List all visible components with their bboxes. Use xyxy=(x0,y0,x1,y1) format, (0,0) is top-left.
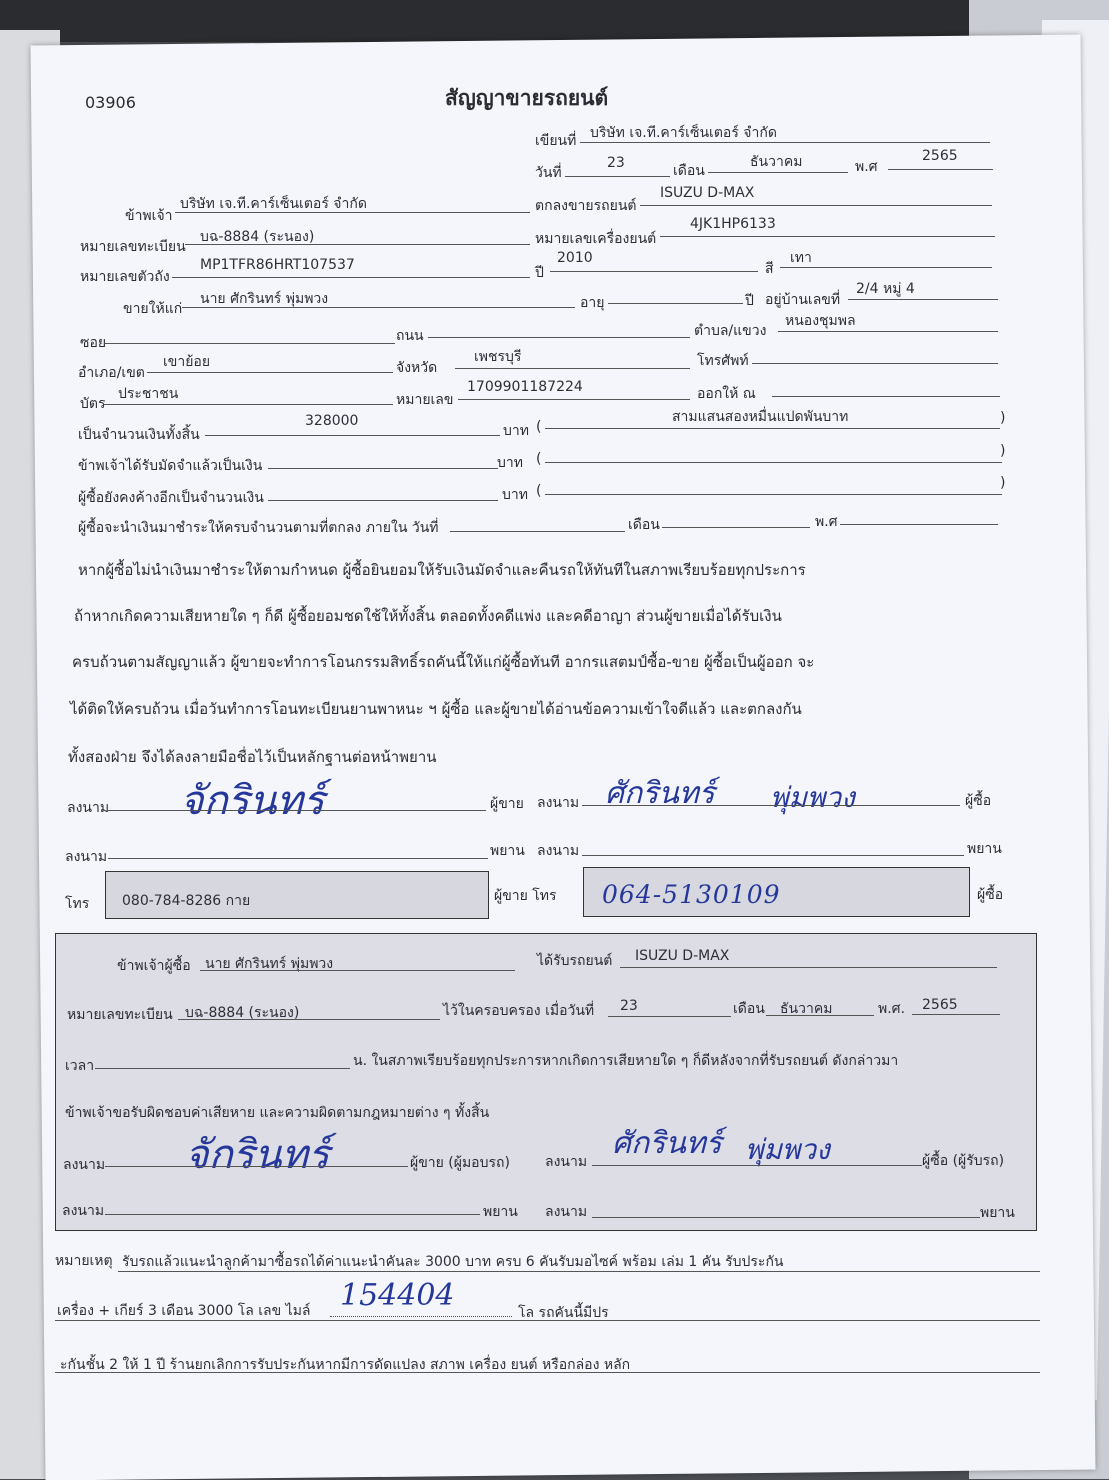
province-value: เพชรบุรี xyxy=(474,349,522,365)
receipt-day-line xyxy=(608,1016,731,1017)
receipt-witness-2-label: พยาน xyxy=(980,1205,1015,1221)
total-paren-open: ( xyxy=(536,419,542,435)
remarks-line-3-rule xyxy=(55,1372,1040,1373)
witness-1-line xyxy=(108,858,488,859)
receipt-month-line xyxy=(766,1015,874,1016)
receipt-year-line xyxy=(912,1014,1000,1015)
receipt-sign-label-seller: ลงนาม xyxy=(63,1157,106,1173)
chassis-no: MP1TFR86HRT107537 xyxy=(200,257,355,273)
remarks-line-1: รับรถแล้วแนะนำลูกค้ามาซื้อรถได้ค่าแนะนำคันละ 3000 บาท ครบ 6 คันรับมอไซค์ พร้อม เล่ม 1 คัน รับประกัน xyxy=(122,1254,784,1270)
written-at-value: บริษัท เจ.ที.คาร์เซ็นเตอร์ จำกัด xyxy=(590,125,777,141)
age-line xyxy=(608,303,743,304)
terms-line-4: ได้ติดให้ครบถ้วน เมื่อวันทำการโอนทะเบียนยานพาหนะ ฯ ผู้ซื้อ และผู้ขายได้อ่านข้อความเข้าใจดีแล้ว และตกลงกัน xyxy=(70,700,802,718)
seller-phone-suffix: ผู้ขาย โทร xyxy=(494,888,557,904)
subdistrict-line xyxy=(778,331,998,332)
receipt-reg-no-label: หมายเลขทะเบียน xyxy=(67,1007,173,1023)
buyer-name-line xyxy=(182,307,575,308)
phone-label: โทรศัพท์ xyxy=(697,353,749,369)
seller-name-line xyxy=(175,212,530,213)
remaining-paren-close: ) xyxy=(1000,475,1006,491)
total-baht: บาท xyxy=(503,423,529,439)
road-label: ถนน xyxy=(396,328,424,344)
receipt-witness-1-label: พยาน xyxy=(483,1204,518,1220)
buyer-signature-first: ศักรินทร์ xyxy=(605,776,715,811)
issued-by-line xyxy=(772,396,1000,397)
seller-deliver-label: ผู้ขาย (ผู้มอบรถ) xyxy=(410,1155,510,1171)
soi-line xyxy=(105,343,395,344)
date-year: 2565 xyxy=(922,148,958,164)
deposit-baht: บาท xyxy=(497,455,523,471)
phone-label-seller: โทร xyxy=(65,896,90,912)
mileage-dotted-line xyxy=(330,1316,512,1317)
age-unit: ปี xyxy=(745,293,754,309)
color-label: สี xyxy=(765,261,774,277)
due-month-line xyxy=(662,527,810,528)
receipt-witness-2-line xyxy=(592,1217,980,1218)
remaining-line xyxy=(268,500,498,501)
subdistrict-value: หนองชุมพล xyxy=(785,313,856,329)
deposit-paren-close: ) xyxy=(1000,443,1006,459)
receipt-year-label: พ.ศ. xyxy=(878,1001,906,1017)
terms-line-2: ถ้าหากเกิดความเสียหายใด ๆ ก็ดี ผู้ซื้อยอมชดใช้ให้ทั้งสิ้น ตลอดทั้งคดีแพ่ง และคดีอาญา ส่วนผู้ขายเมื่อได้รับเงิน xyxy=(74,607,782,625)
seller-sign-line xyxy=(108,810,486,811)
remarks-line-3: ะกันชั้น 2 ให้ 1 ปี ร้านยกเลิกการรับประกันหากมีการดัดแปลง สภาพ เครื่อง ยนต์ หรือกล่อง หลัก xyxy=(60,1357,631,1373)
buyer-phone: 064-5130109 xyxy=(602,880,781,909)
reg-no: บฉ-8884 (ระนอง) xyxy=(200,229,315,245)
date-day-line xyxy=(565,176,670,177)
district-value: เขาย้อย xyxy=(163,354,211,370)
receipt-time-label: เวลา xyxy=(65,1058,95,1074)
receipt-sign-label-witness-1: ลงนาม xyxy=(62,1203,105,1219)
written-at-line xyxy=(580,142,990,143)
deposit-words-line xyxy=(545,462,1002,463)
receipt-liability-text: ข้าพเจ้าขอรับผิดชอบค่าเสียหาย และความผิดตามกฎหมายต่าง ๆ ทั้งสิ้น xyxy=(65,1105,490,1121)
color-value: เทา xyxy=(790,250,812,266)
sign-label-witness-1: ลงนาม xyxy=(65,849,108,865)
card-label: บัตร xyxy=(80,396,106,412)
date-month-line xyxy=(708,172,848,173)
remarks-line-2-rule xyxy=(55,1320,1040,1321)
age-label: อายุ xyxy=(580,295,605,311)
receipt-buyer-name-line xyxy=(200,970,515,971)
card-no-label: หมายเลข xyxy=(396,392,454,408)
engine-no-line xyxy=(660,236,995,237)
address-label: อยู่บ้านเลขที่ xyxy=(765,292,841,308)
card-no: 1709901187224 xyxy=(467,379,583,395)
address-line xyxy=(848,299,998,300)
car-receipt-panel xyxy=(55,933,1037,1231)
province-label: จังหวัด xyxy=(396,360,438,376)
total-paren-close: ) xyxy=(1000,410,1006,426)
receipt-reg-no-line xyxy=(178,1019,440,1020)
buyer-label: ผู้ซื้อ xyxy=(965,793,992,809)
card-type-line xyxy=(103,404,393,405)
remaining-paren-open: ( xyxy=(536,483,542,499)
receipt-month: ธันวาคม xyxy=(780,1001,833,1017)
chassis-label: หมายเลขตัวถัง xyxy=(80,269,170,285)
buyer-sign-line xyxy=(582,805,960,806)
remarks-line-2-suffix: โล รถคันนี้มีปร xyxy=(518,1305,609,1321)
issued-by-label: ออกให้ ณ xyxy=(697,386,756,402)
total-line xyxy=(205,435,500,436)
receipt-buyer-sign-line xyxy=(592,1165,922,1166)
date-day: 23 xyxy=(607,155,625,171)
address-value: 2/4 หมู่ 4 xyxy=(856,281,915,297)
engine-no: 4JK1HP6133 xyxy=(690,216,776,232)
receipt-day: 23 xyxy=(620,998,638,1014)
road-line xyxy=(428,337,690,338)
receipt-time-line xyxy=(95,1068,350,1069)
terms-line-3: ครบถ้วนตามสัญญาแล้ว ผู้ขายจะทำการโอนกรรมสิทธิ์รถคันนี้ให้แก่ผู้ซื้อทันที อากรแสตมป์ซื้อ-ขาย ผู้ซื้อเป็นผู้ออก จะ xyxy=(72,653,815,671)
color-line xyxy=(780,267,992,268)
due-label: ผู้ซื้อจะนำเงินมาชำระให้ครบจำนวนตามที่ตกลง ภายใน วันที่ xyxy=(78,520,439,536)
deposit-label: ข้าพเจ้าได้รับมัดจำแล้วเป็นเงิน xyxy=(78,458,263,474)
remarks-line-2-prefix: เครื่อง + เกียร์ 3 เดือน 3000 โล เลข ไมล์ xyxy=(57,1303,311,1319)
deposit-paren-open: ( xyxy=(536,451,542,467)
district-label: อำเภอ/เขต xyxy=(78,365,145,381)
receipt-seller-signature: จักรินทร์ xyxy=(185,1132,330,1178)
subdistrict-label: ตำบล/แขวง xyxy=(694,323,767,339)
due-month-label: เดือน xyxy=(628,517,660,533)
chassis-line xyxy=(172,277,530,278)
card-no-line xyxy=(458,399,690,400)
total-amount: 328000 xyxy=(305,413,359,429)
sign-label-witness-2: ลงนาม xyxy=(537,843,580,859)
remarks-label: หมายเหตุ xyxy=(55,1253,113,1269)
mileage-handwritten: 154404 xyxy=(340,1278,455,1313)
document-title: สัญญาขายรถยนต์ xyxy=(445,86,609,110)
reg-no-line xyxy=(185,244,530,245)
remarks-line-1-rule xyxy=(118,1271,1040,1272)
written-at-label: เขียนที่ xyxy=(535,133,577,149)
receipt-i-buyer-label: ข้าพเจ้าผู้ซื้อ xyxy=(117,958,191,974)
received-car-label: ได้รับรถยนต์ xyxy=(537,953,613,969)
buyer-phone-suffix: ผู้ซื้อ xyxy=(977,887,1004,903)
car-model: ISUZU D-MAX xyxy=(660,185,755,201)
date-label: วันที่ xyxy=(535,165,562,181)
receipt-buyer-name: นาย ศักรินทร์ พุ่มพวง xyxy=(205,956,334,972)
receipt-sign-label-witness-2: ลงนาม xyxy=(545,1204,588,1220)
card-type: ประชาชน xyxy=(118,386,179,402)
model-year: 2010 xyxy=(557,250,593,266)
receipt-condition-text: น. ในสภาพเรียบร้อยทุกประการหากเกิดการเสียหายใด ๆ ก็ดีหลังจากที่รับรถยนต์ ดังกล่าวมา xyxy=(353,1053,899,1069)
due-year-line xyxy=(840,524,998,525)
receipt-buyer-signature-first: ศักรินทร์ xyxy=(612,1126,722,1161)
province-line xyxy=(455,368,690,369)
possession-label: ไว้ในครอบครอง เมื่อวันที่ xyxy=(443,1003,595,1019)
model-year-label: ปี xyxy=(535,265,544,281)
total-words-line xyxy=(545,428,1000,429)
terms-line-1: หากผู้ซื้อไม่นำเงินมาชำระให้ตามกำหนด ผู้ซื้อยินยอมให้รับเงินมัดจำและคืนรถให้ทันทีในสภาพเรียบร้อยทุกประการ xyxy=(78,561,806,579)
receipt-car-model-line xyxy=(620,967,997,968)
sell-to-label: ขายให้แก่ xyxy=(123,301,183,317)
seller-label: ผู้ขาย xyxy=(490,796,524,812)
witness-1-label: พยาน xyxy=(490,843,525,859)
seller-signature: จักรินทร์ xyxy=(180,778,325,824)
phone-line xyxy=(752,363,998,364)
seller-phone: 080-784-8286 กาย xyxy=(122,893,251,909)
sign-label-seller: ลงนาม xyxy=(67,800,110,816)
due-day-line xyxy=(450,531,625,532)
sign-label-buyer: ลงนาม xyxy=(537,795,580,811)
receipt-car-model: ISUZU D-MAX xyxy=(635,948,730,964)
receipt-sign-label-buyer: ลงนาม xyxy=(545,1154,588,1170)
engine-no-label: หมายเลขเครื่องยนต์ xyxy=(535,231,657,247)
witness-2-line xyxy=(582,855,964,856)
seller-name: บริษัท เจ.ที.คาร์เซ็นเตอร์ จำกัด xyxy=(180,196,367,212)
total-label: เป็นจำนวนเงินทั้งสิ้น xyxy=(78,427,200,443)
total-words: สามแสนสองหมื่นแปดพันบาท xyxy=(672,409,849,425)
receipt-buyer-signature-last: พุ่มพวง xyxy=(745,1133,830,1166)
deposit-line xyxy=(268,468,498,469)
date-year-line xyxy=(888,169,993,170)
receipt-witness-1-line xyxy=(105,1214,480,1215)
car-model-line xyxy=(640,205,992,206)
receipt-month-label: เดือน xyxy=(733,1001,765,1017)
soi-label: ซอย xyxy=(80,335,107,351)
i-label: ข้าพเจ้า xyxy=(125,208,173,224)
due-year-label: พ.ศ xyxy=(815,514,838,530)
remaining-baht: บาท xyxy=(502,487,528,503)
buyer-name: นาย ศักรินทร์ พุ่มพวง xyxy=(200,291,329,307)
remaining-words-line xyxy=(545,494,1002,495)
date-month: ธันวาคม xyxy=(750,154,803,170)
model-year-line xyxy=(550,271,758,272)
year-label: พ.ศ xyxy=(855,159,878,175)
document-number: 03906 xyxy=(85,93,136,112)
buyer-signature-last: พุ่มพวง xyxy=(770,781,855,814)
witness-2-label: พยาน xyxy=(967,841,1002,857)
month-label: เดือน xyxy=(673,163,705,179)
receipt-year: 2565 xyxy=(922,997,958,1013)
receipt-seller-sign-line xyxy=(105,1166,408,1167)
district-line xyxy=(147,372,393,373)
receipt-reg-no: บฉ-8884 (ระนอง) xyxy=(185,1005,300,1021)
remaining-label: ผู้ซื้อยังคงค้างอีกเป็นจำนวนเงิน xyxy=(78,490,264,506)
agree-sell-label: ตกลงขายรถยนต์ xyxy=(535,198,637,214)
reg-no-label: หมายเลขทะเบียน xyxy=(80,239,186,255)
terms-line-5: ทั้งสองฝ่าย จึงได้ลงลายมือชื่อไว้เป็นหลักฐานต่อหน้าพยาน xyxy=(68,748,437,766)
buyer-receive-label: ผู้ซื้อ (ผู้รับรถ) xyxy=(922,1153,1005,1169)
